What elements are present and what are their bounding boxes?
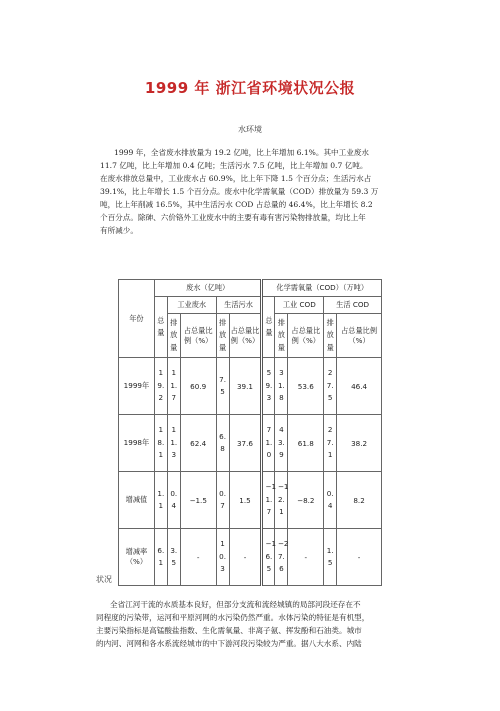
cell-icod-amt: 43.9 (275, 415, 288, 472)
header-ind-discharge: 排放量 (167, 314, 180, 358)
cell-dom-amt: 7.5 (216, 358, 229, 415)
cell-ind-pct: −1.5 (180, 472, 216, 529)
cell-cod-total: 71.0 (262, 415, 275, 472)
paragraph-line: 吨，比上年削减 16.5%，其中生活污水 COD 占总量的 46.4%，比上年增长 8.2 (100, 200, 373, 209)
cell-icod-pct: - (288, 529, 324, 586)
cell-year: 1998年 (119, 415, 155, 472)
cell-icod-amt: 31.8 (275, 358, 288, 415)
table-row (119, 472, 382, 529)
header-ind-share: 占总量比例（%） (180, 314, 216, 358)
section-heading-status: 状况 (96, 575, 112, 584)
header-cod: 化学需氧量（COD）（万吨） (262, 280, 382, 297)
cell-dcod-pct: - (337, 529, 382, 586)
cell-icod-pct: −8.2 (288, 472, 324, 529)
cell-dcod-amt: 27.1 (324, 415, 337, 472)
cell-dom-pct: 39.1 (229, 358, 262, 415)
cell-icod-pct: 61.8 (288, 415, 324, 472)
cell-ind-pct: 62.4 (180, 415, 216, 472)
paragraph-water-status (96, 598, 436, 650)
cell-dcod-pct: 8.2 (337, 472, 382, 529)
cell-dom-pct: - (229, 529, 262, 586)
cell-ww-total: 19.2 (154, 358, 167, 415)
paragraph-line: 11.7 亿吨，比上年增加 0.4 亿吨；生活污水 7.5 亿吨，比上年增加 0.7 亿吨。 (100, 161, 368, 170)
section-heading-water: 水环境 (238, 125, 262, 134)
cell-cod-total: −16.5 (262, 529, 275, 586)
cell-dcod-amt: 1.5 (324, 529, 337, 586)
paragraph-line: 同程度的污染带，运河和平原河网的水污染仍然严重。水体污染的特征是有机型， (96, 613, 370, 622)
header-dcod-discharge: 排放量 (324, 314, 337, 358)
cell-year: 1999年 (119, 358, 155, 415)
header-industrial-cod: 工业 COD (275, 297, 324, 314)
header-dom-discharge: 排放量 (216, 314, 229, 358)
table-row (119, 529, 382, 586)
page-title: 1999 年 浙江省环境状况公报 (144, 79, 356, 97)
paragraph-line: 有所减少。 (100, 226, 138, 235)
header-domestic-cod: 生活 COD (324, 297, 382, 314)
cell-ind-amt: 11.7 (167, 358, 180, 415)
cell-ind-amt: 3.5 (167, 529, 180, 586)
paragraph-water-summary (100, 146, 435, 237)
cell-icod-pct: 53.6 (288, 358, 324, 415)
cell-ind-amt: 11.3 (167, 415, 180, 472)
cell-dom-amt: 6.8 (216, 415, 229, 472)
cell-year: 增减值 (119, 472, 155, 529)
cell-cod-total: −11.7 (262, 472, 275, 529)
cell-dcod-pct: 46.4 (337, 358, 382, 415)
header-industrial: 工业废水 (167, 297, 216, 314)
cell-ind-amt: 0.4 (167, 472, 180, 529)
header-icod-discharge: 排放量 (275, 314, 288, 358)
paragraph-line: 在废水排放总量中，工业废水占 60.9%，比上年下降 1.5 个百分点；生活污水占 (100, 174, 372, 183)
header-ww-total: 总量 (154, 297, 167, 358)
header-year: 年份 (119, 280, 155, 358)
wastewater-table (118, 279, 382, 586)
table-row (119, 358, 382, 415)
cell-icod-amt: −27.6 (275, 529, 288, 586)
cell-dom-pct: 37.6 (229, 415, 262, 472)
cell-dom-pct: 1.5 (229, 472, 262, 529)
cell-dcod-amt: 0.4 (324, 472, 337, 529)
header-icod-share: 占总量比例（%） (288, 314, 324, 358)
cell-ww-total: 6.1 (154, 529, 167, 586)
header-dcod-share: 占总量比例（%） (337, 314, 382, 358)
cell-year: 增减率（%） (119, 529, 155, 586)
cell-dom-amt: 10.3 (216, 529, 229, 586)
cell-ind-pct: - (180, 529, 216, 586)
paragraph-line: 1999 年，全省废水排放量为 19.2 亿吨，比上年增加 6.1%。其中工业废水 (114, 148, 370, 157)
paragraph-line: 主要污染指标是高锰酸盐指数、生化需氧量、非离子氨、挥发酚和石油类。城市 (96, 626, 362, 635)
header-domestic: 生活污水 (216, 297, 262, 314)
header-cod-total: 总量 (262, 297, 275, 358)
cell-ww-total: 1.1 (154, 472, 167, 529)
paragraph-line: 全省江河干流的水质基本良好，但部分支流和流经城镇的局部河段还存在不 (110, 600, 361, 609)
paragraph-line: 的内河、河网和各水系流经城市的中下游河段污染较为严重。据八大水系、内陆 (96, 639, 362, 648)
cell-dcod-amt: 27.5 (324, 358, 337, 415)
header-dom-share: 占总量比例（%） (229, 314, 262, 358)
cell-ind-pct: 60.9 (180, 358, 216, 415)
header-wastewater: 废水（亿吨） (154, 280, 262, 297)
cell-ww-total: 18.1 (154, 415, 167, 472)
paragraph-line: 个百分点。除砷、六价铬外工业废水中的主要有毒有害污染物排放量，均比上年 (100, 213, 366, 222)
cell-dcod-pct: 38.2 (337, 415, 382, 472)
cell-cod-total: 59.3 (262, 358, 275, 415)
paragraph-line: 39.1%，比上年增长 1.5 个百分点。废水中化学需氧量（COD）排放量为 59.3 万 (100, 187, 379, 196)
cell-dom-amt: 0.7 (216, 472, 229, 529)
cell-icod-amt: −12.1 (275, 472, 288, 529)
table-row (119, 415, 382, 472)
